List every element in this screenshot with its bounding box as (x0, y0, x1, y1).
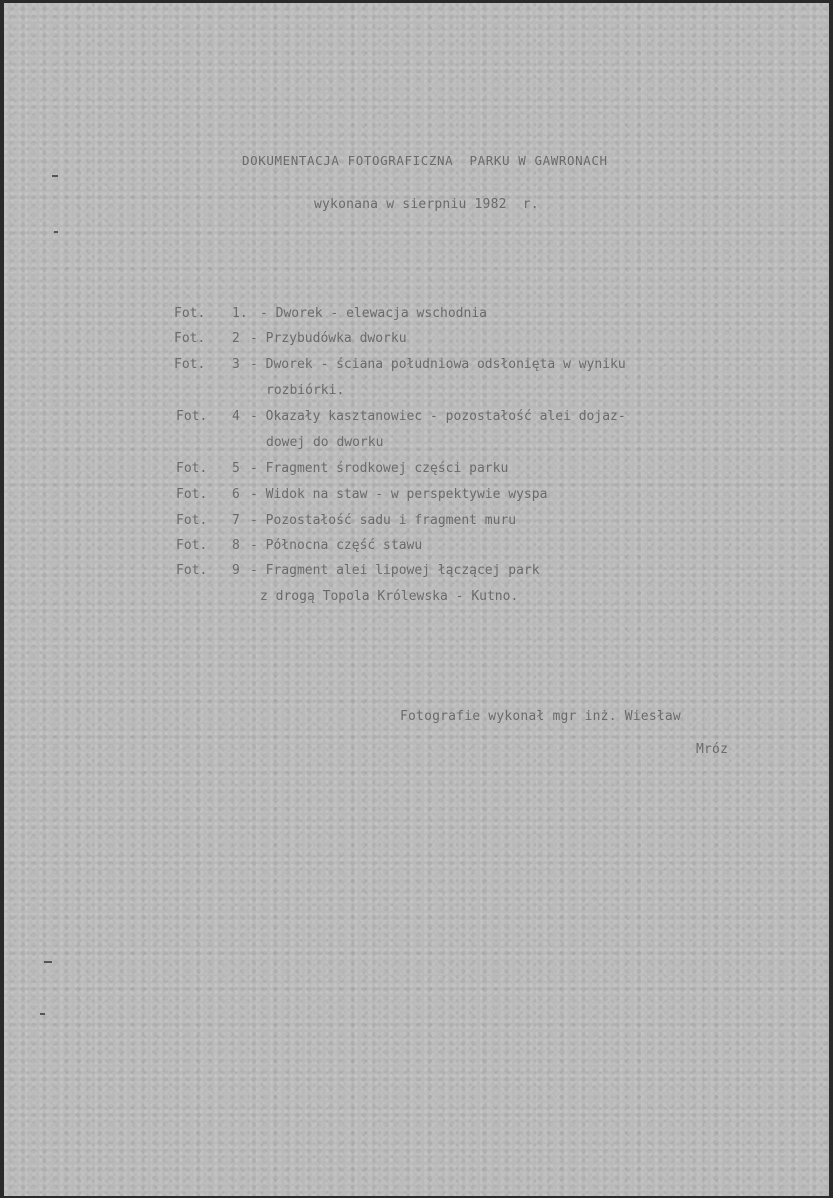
list-item-label: Fot. (176, 513, 208, 528)
list-item-number: 8 (232, 538, 240, 553)
document-subtitle: wykonana w sierpniu 1982 r. (314, 197, 539, 212)
document-title: DOKUMENTACJA FOTOGRAFICZNA PARKU W GAWRONACH (242, 153, 608, 168)
list-item-number: 4 (232, 409, 240, 424)
list-item-number: 1. (232, 306, 248, 321)
list-item-label: Fot. (174, 331, 206, 346)
list-item-number: 2 (232, 331, 240, 346)
list-item-number: 3 (232, 357, 240, 372)
list-item-label: Fot. (174, 306, 206, 321)
list-item-label: Fot. (176, 538, 208, 553)
margin-speck (54, 231, 58, 233)
list-item-text: - Fragment alei lipowej łączącej park (250, 563, 540, 578)
list-item-text: - Dworek - elewacja wschodnia (260, 306, 487, 321)
list-item-text: - Fragment środkowej części parku (250, 461, 509, 476)
list-item-continuation: z drogą Topola Królewska - Kutno. (260, 589, 519, 604)
list-item-label: Fot. (176, 487, 208, 502)
margin-speck (52, 175, 58, 177)
list-item-label: Fot. (176, 563, 208, 578)
list-item-continuation: dowej do dworku (266, 435, 384, 450)
list-item-label: Fot. (176, 409, 208, 424)
margin-speck (40, 1013, 45, 1015)
margin-speck (44, 961, 52, 963)
list-item-label: Fot. (176, 461, 208, 476)
list-item-text: - Okazały kasztanowiec - pozostałość alei dojaz- (250, 409, 626, 424)
list-item-text: - Widok na staw - w perspektywie wyspa (250, 487, 548, 502)
list-item-text: - Przybudówka dworku (250, 331, 407, 346)
list-item-number: 9 (232, 563, 240, 578)
photographer-credit: Fotografie wykonał mgr inż. Wiesław (400, 709, 681, 724)
photographer-surname: Mróz (696, 742, 729, 757)
list-item-number: 7 (232, 513, 240, 528)
list-item-label: Fot. (174, 357, 206, 372)
list-item-text: - Pozostałość sadu i fragment muru (250, 513, 517, 528)
list-item-number: 5 (232, 461, 240, 476)
list-item-continuation: rozbiórki. (266, 383, 345, 398)
list-item-text: - Dworek - ściana południowa odsłonięta w wyniku (250, 357, 626, 372)
list-item-text: - Północna część stawu (250, 538, 423, 553)
document-page (4, 3, 829, 1196)
list-item-number: 6 (232, 487, 240, 502)
